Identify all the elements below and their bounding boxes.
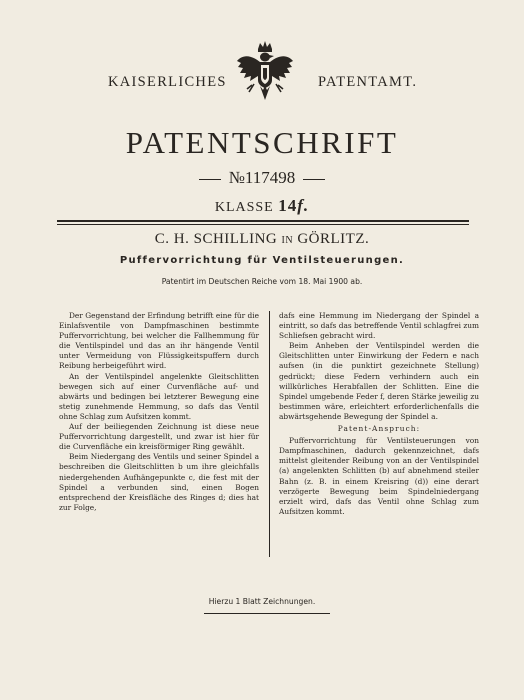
inventor-line — [0, 231, 524, 248]
patent-number — [0, 168, 524, 188]
drawings-note: Hierzu 1 Blatt Zeichnungen. — [208, 597, 316, 606]
body-paragraph: dafs eine Hemmung im Niedergang der Spindel a eintritt, so dafs das betreffende Ventil schlagfrei zum Schliefsen gebracht wird. — [279, 311, 479, 341]
document-title: PATENTSCHRIFT — [125, 125, 399, 160]
inventor-place: GÖRLITZ. — [297, 231, 370, 247]
body-paragraph: Beim Niedergang des Ventils und seiner Spindel a beschreiben die Gleitschlitten b um ihre gleichfalls niedergehenden Aufhängepunkte c, die fest mit der Spindel a verbunden sind, einen Bogen entsprechend der Kreisfläche des Ringes d; dies hat zur Folge, — [59, 452, 259, 512]
office-name-right: PATENTAMT. — [318, 74, 418, 90]
patent-office-header — [0, 40, 524, 104]
class-value: 14 — [278, 196, 298, 215]
number-dash-left — [199, 179, 221, 180]
body-column-right — [279, 311, 479, 517]
patent-date-line: Patentirt im Deutschen Reiche vom 18. Mai 1900 ab. — [161, 277, 363, 286]
header-rule-thick — [57, 220, 469, 222]
footer-rule — [204, 613, 330, 614]
body-paragraph: Der Gegenstand der Erfindung betrifft eine für die Einlafsventile von Dampfmaschinen bestimmte Puffervorrichtung, bei welcher die Fallhemmung für die Ventilspindel und das an ihr hängende Ventil unter Vermeidung von Flüssigkeitspuffern durch Reibung herbeigeführt wird. — [59, 311, 259, 371]
column-divider — [269, 311, 270, 557]
body-paragraph: Beim Anheben der Ventilspindel werden die Gleitschlitten unter Einwirkung der Federn e nach aufsen (in die punktirt gezeichnete Stellung) gedrückt; diese Federn verhindern auch ein willkürliches Herabfallen der Schlitten. Eine die Spindel umgebende Feder f, deren Stärke jeweilig zu bestimmen wäre, erleichtert erforderlichenfalls die abwärtsgehende Bewegung der Spindel a. — [279, 341, 479, 421]
header-rule-thin — [57, 224, 469, 225]
patent-class — [0, 196, 524, 216]
inventor-preposition: IN — [281, 235, 294, 246]
number-value: 117498 — [244, 168, 296, 187]
body-paragraph: Auf der beiliegenden Zeichnung ist diese neue Puffervorrichtung dargestellt, und zwar ist hier für die Curvenfläche ein kreisförmiger Ring gewählt. — [59, 422, 259, 452]
body-paragraph: An der Ventilspindel angelenkte Gleitschlitten bewegen sich auf einer Curvenfläche auf- und abwärts und bedingen bei letzterer Bewegung eine stetig zunehmende Hemmung, so dafs das Ventil ohne Schlag zum Aufsitzen kommt. — [59, 371, 259, 421]
number-label: № — [228, 168, 245, 187]
class-suffix: f. — [297, 196, 310, 215]
patent-subject: Puffervorrichtung für Ventilsteuerungen. — [119, 255, 405, 266]
imperial-eagle-icon — [236, 40, 294, 104]
office-name-left: KAISERLICHES — [108, 74, 227, 90]
class-label: KLASSE — [214, 200, 274, 215]
inventor-name: C. H. SCHILLING — [154, 231, 278, 247]
body-column-left — [59, 311, 259, 513]
number-dash-right — [303, 179, 325, 180]
claim-heading: Patent-Anspruch: — [337, 424, 421, 434]
claim-text: Puffervorrichtung für Ventilsteuerungen von Dampfmaschinen, dadurch gekennzeichnet, dafs mittelst gleitender Reibung von an der Ventilspindel (a) angelenkten Schlitten (b) auf abnehmend steiler Bahn (z. B. in einem Kreisring (d)) eine derart verzögerte Bewegung beim Spindelniedergang erzielt wird, dafs das Ventil ohne Schlag zum Aufsitzen kommt. — [279, 436, 479, 516]
